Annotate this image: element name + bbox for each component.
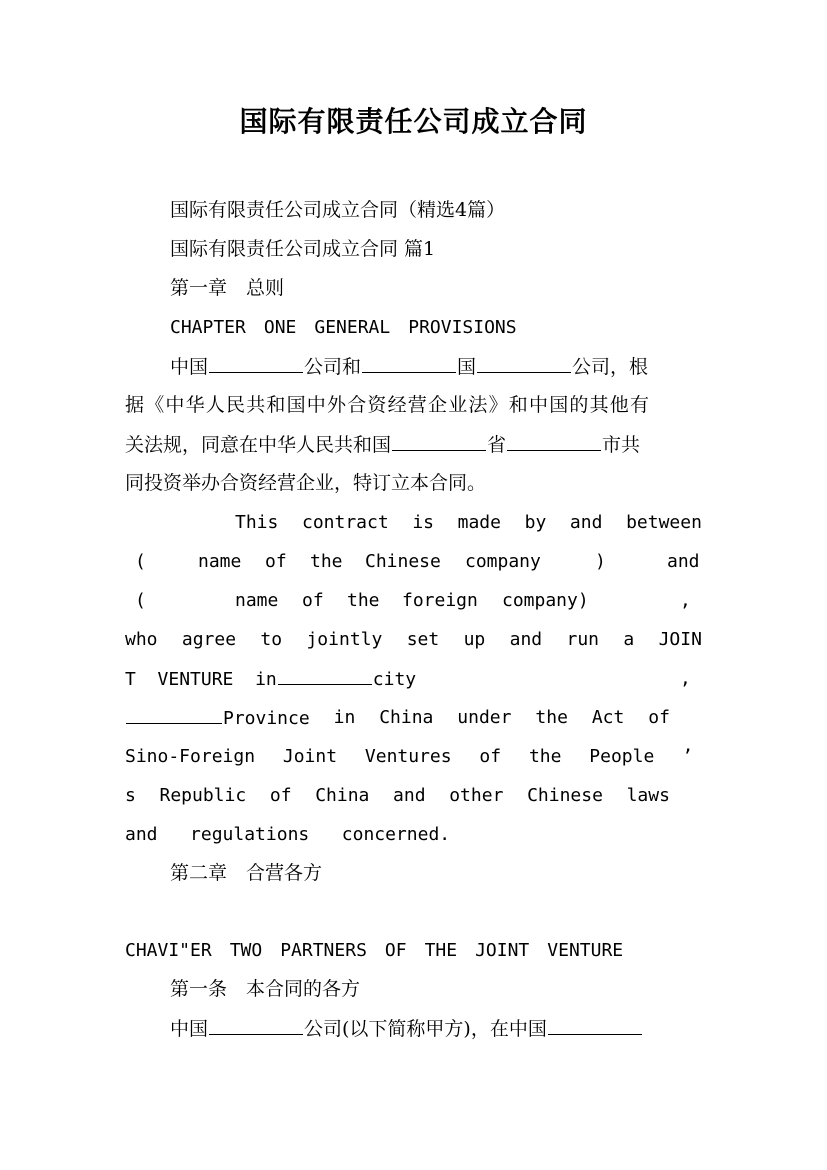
word: regulations (190, 824, 310, 845)
article-one-text (170, 1009, 702, 1048)
word: the (347, 590, 380, 611)
word: Ventures (364, 746, 452, 767)
chinese-para-line-4: 同投资举办合资经营企业，特订立本合同。 (125, 472, 487, 494)
chinese-para-line-1 (170, 347, 702, 386)
word: of (479, 746, 502, 767)
word: foreign (402, 590, 478, 611)
word: China (379, 707, 434, 728)
fill-blank (362, 347, 456, 373)
word: the (528, 746, 562, 767)
english-para-line-7 (125, 737, 693, 776)
word: between (626, 512, 702, 533)
english-para-line-4 (125, 620, 702, 659)
word: under (457, 707, 512, 728)
word: People (589, 746, 655, 767)
english-para-line-6 (125, 698, 670, 737)
english-para-line-8 (125, 776, 670, 815)
word: ) (595, 551, 606, 572)
fill-blank (278, 659, 372, 685)
word: and (393, 785, 426, 806)
english-para-line-5 (125, 659, 702, 698)
word: by (524, 512, 547, 533)
word: Act (591, 707, 625, 728)
fill-blank (209, 1009, 303, 1035)
text-fragment: 公司和 (304, 356, 362, 378)
word: set (406, 629, 440, 650)
word: , (680, 668, 691, 689)
fill-blank (507, 425, 601, 451)
word: ’ (682, 746, 693, 767)
text-fragment: 市共 (602, 434, 641, 456)
word: who (125, 629, 158, 650)
article-one-heading: 第一条 本合同的各方 (170, 978, 361, 1000)
word: This (235, 512, 279, 533)
word: up (463, 629, 486, 650)
word: s (125, 785, 136, 806)
english-para-line-2 (125, 542, 702, 581)
subtitle-line: 国际有限责任公司成立合同（精选4篇） (170, 199, 506, 221)
text-fragment: 中国 (170, 356, 209, 378)
word: made (457, 512, 501, 533)
text-fragment: 国 (457, 356, 477, 378)
word: VENTURE (157, 669, 234, 690)
word: jointly (306, 629, 383, 650)
word: name (235, 590, 279, 611)
word: JOIN (658, 629, 702, 650)
fill-blank (392, 425, 486, 451)
text-fragment: 省 (487, 434, 507, 456)
word: run (566, 629, 599, 650)
word: the (310, 551, 343, 572)
chinese-para-line-3 (125, 425, 702, 464)
word: , (680, 590, 691, 611)
word: is (412, 512, 434, 533)
word: other (449, 785, 504, 806)
word: in (333, 707, 356, 728)
word: agree (181, 629, 237, 650)
section-heading: 国际有限责任公司成立合同 篇1 (170, 238, 436, 260)
text-fragment: 公司(以下简称甲方)，在中国 (304, 1018, 547, 1040)
word: and (509, 629, 543, 650)
text-fragment: 中国 (170, 1018, 209, 1040)
word-group (125, 698, 310, 737)
word: to (260, 629, 283, 650)
word: Joint (282, 746, 338, 767)
word: city (372, 669, 417, 690)
word: Chinese (365, 551, 441, 572)
chinese-para-line-2: 据《中华人民共和国中外合资经营企业法》和中国的其他有 (125, 394, 651, 416)
word: contract (301, 512, 389, 533)
word: Republic (159, 785, 247, 806)
english-para-line-3 (125, 581, 702, 620)
word: a (623, 629, 635, 650)
word: Chinese (527, 785, 603, 806)
chapter-two-heading: 第二章 合营各方 (170, 862, 323, 884)
word: Province (223, 708, 310, 729)
fill-blank (126, 698, 222, 724)
document-title: 国际有限责任公司成立合同 (239, 105, 588, 138)
word: China (315, 785, 370, 806)
word: concerned. (341, 824, 451, 845)
fill-blank (548, 1009, 642, 1035)
fill-blank (209, 347, 303, 373)
word: ( (135, 590, 146, 611)
chapter-two-english: CHAVI"ER TWO PARTNERS OF THE JOINT VENTURE (125, 940, 624, 961)
word: of (265, 551, 287, 572)
english-para-line-9 (125, 815, 702, 854)
word: and (569, 512, 603, 533)
word: and (667, 551, 700, 572)
word: ( (135, 551, 146, 572)
word: T (125, 669, 136, 690)
chapter-one-heading: 第一章 总则 (170, 277, 285, 299)
chapter-one-english: CHAPTER ONE GENERAL PROVISIONS (170, 317, 517, 338)
word: of (302, 590, 324, 611)
word: of (648, 707, 670, 728)
word: the (535, 707, 568, 728)
fill-blank (477, 347, 571, 373)
word: name (198, 551, 242, 572)
text-fragment: 公司，根 (572, 356, 649, 378)
english-para-line-1 (235, 503, 702, 542)
word: in (255, 669, 277, 690)
word: and (125, 824, 158, 845)
text-fragment: 关法规，同意在中华人民共和国 (125, 434, 392, 456)
word: of (269, 785, 292, 806)
word: company) (502, 590, 589, 611)
word: company (465, 551, 541, 572)
word: laws (626, 785, 670, 806)
word: Sino-Foreign (125, 746, 256, 767)
